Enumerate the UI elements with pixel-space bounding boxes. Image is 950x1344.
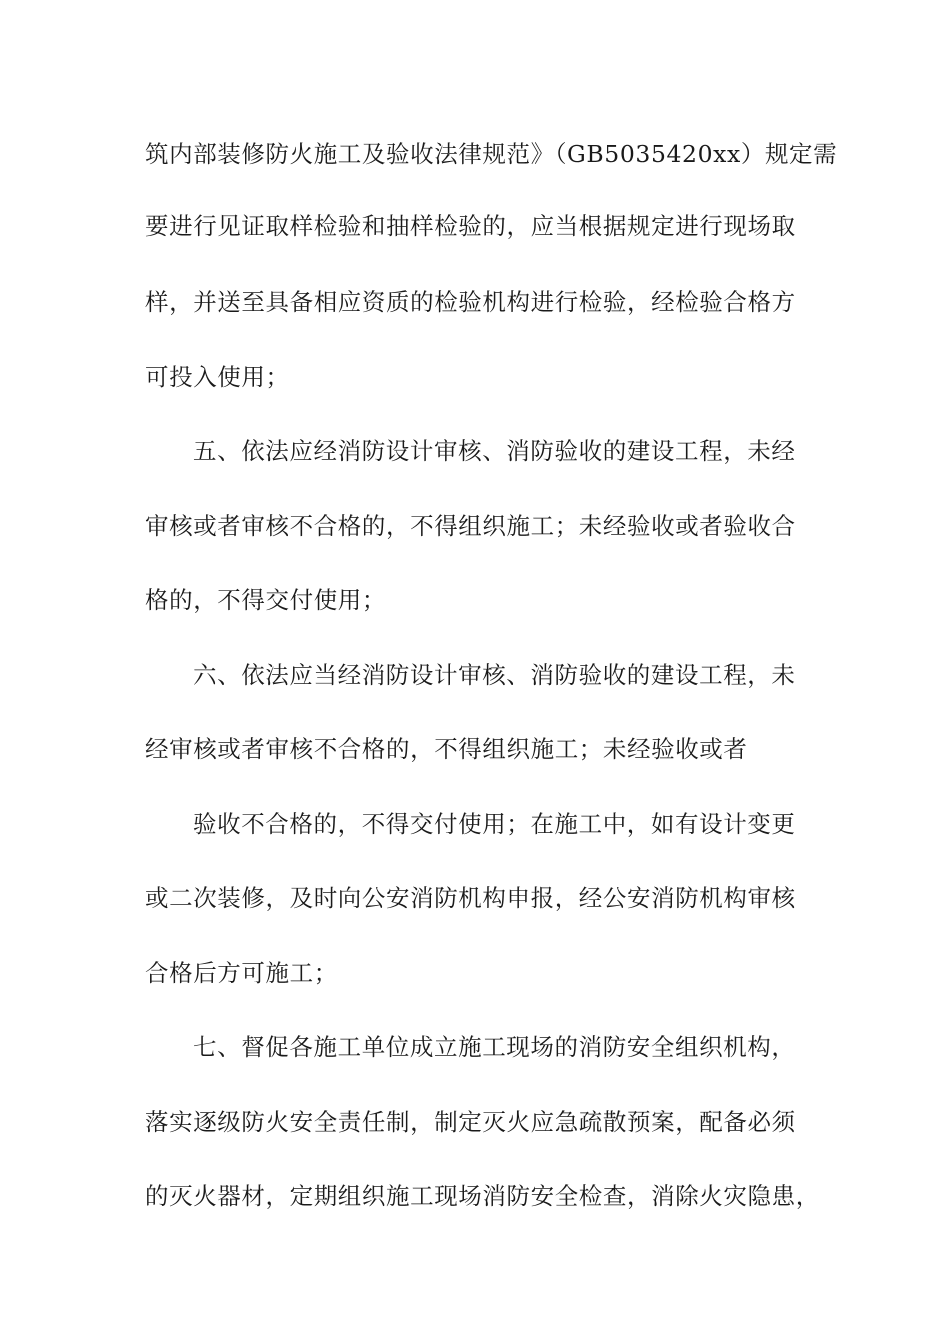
paragraph-six-first-line: 六、依法应当经消防设计审核、消防验收的建设工程，未 <box>193 661 796 689</box>
text-line: 可投入使用； <box>145 363 290 391</box>
text-line-indented: 验收不合格的，不得交付使用；在施工中，如有设计变更 <box>193 810 796 838</box>
text-line: 筑内部装修防火施工及验收法律规范》（GB5035420xx）规定需 <box>145 140 838 168</box>
text-line: 的灭火器材，定期组织施工现场消防安全检查，消除火灾隐患， <box>145 1182 820 1210</box>
text-line: 格的，不得交付使用； <box>145 586 386 614</box>
text-line: 样，并送至具备相应资质的检验机构进行检验，经检验合格方 <box>145 288 796 316</box>
text-line: 要进行见证取样检验和抽样检验的，应当根据规定进行现场取 <box>145 212 796 240</box>
text-line: 合格后方可施工； <box>145 959 338 987</box>
text-line: 审核或者审核不合格的，不得组织施工；未经验收或者验收合 <box>145 512 796 540</box>
paragraph-five-first-line: 五、依法应经消防设计审核、消防验收的建设工程，未经 <box>193 437 796 465</box>
text-line: 或二次装修，及时向公安消防机构申报，经公安消防机构审核 <box>145 884 796 912</box>
paragraph-seven-first-line: 七、督促各施工单位成立施工现场的消防安全组织机构， <box>193 1033 796 1061</box>
text-line: 经审核或者审核不合格的，不得组织施工；未经验收或者 <box>145 735 748 763</box>
text-line: 落实逐级防火安全责任制，制定灭火应急疏散预案，配备必须 <box>145 1108 796 1136</box>
